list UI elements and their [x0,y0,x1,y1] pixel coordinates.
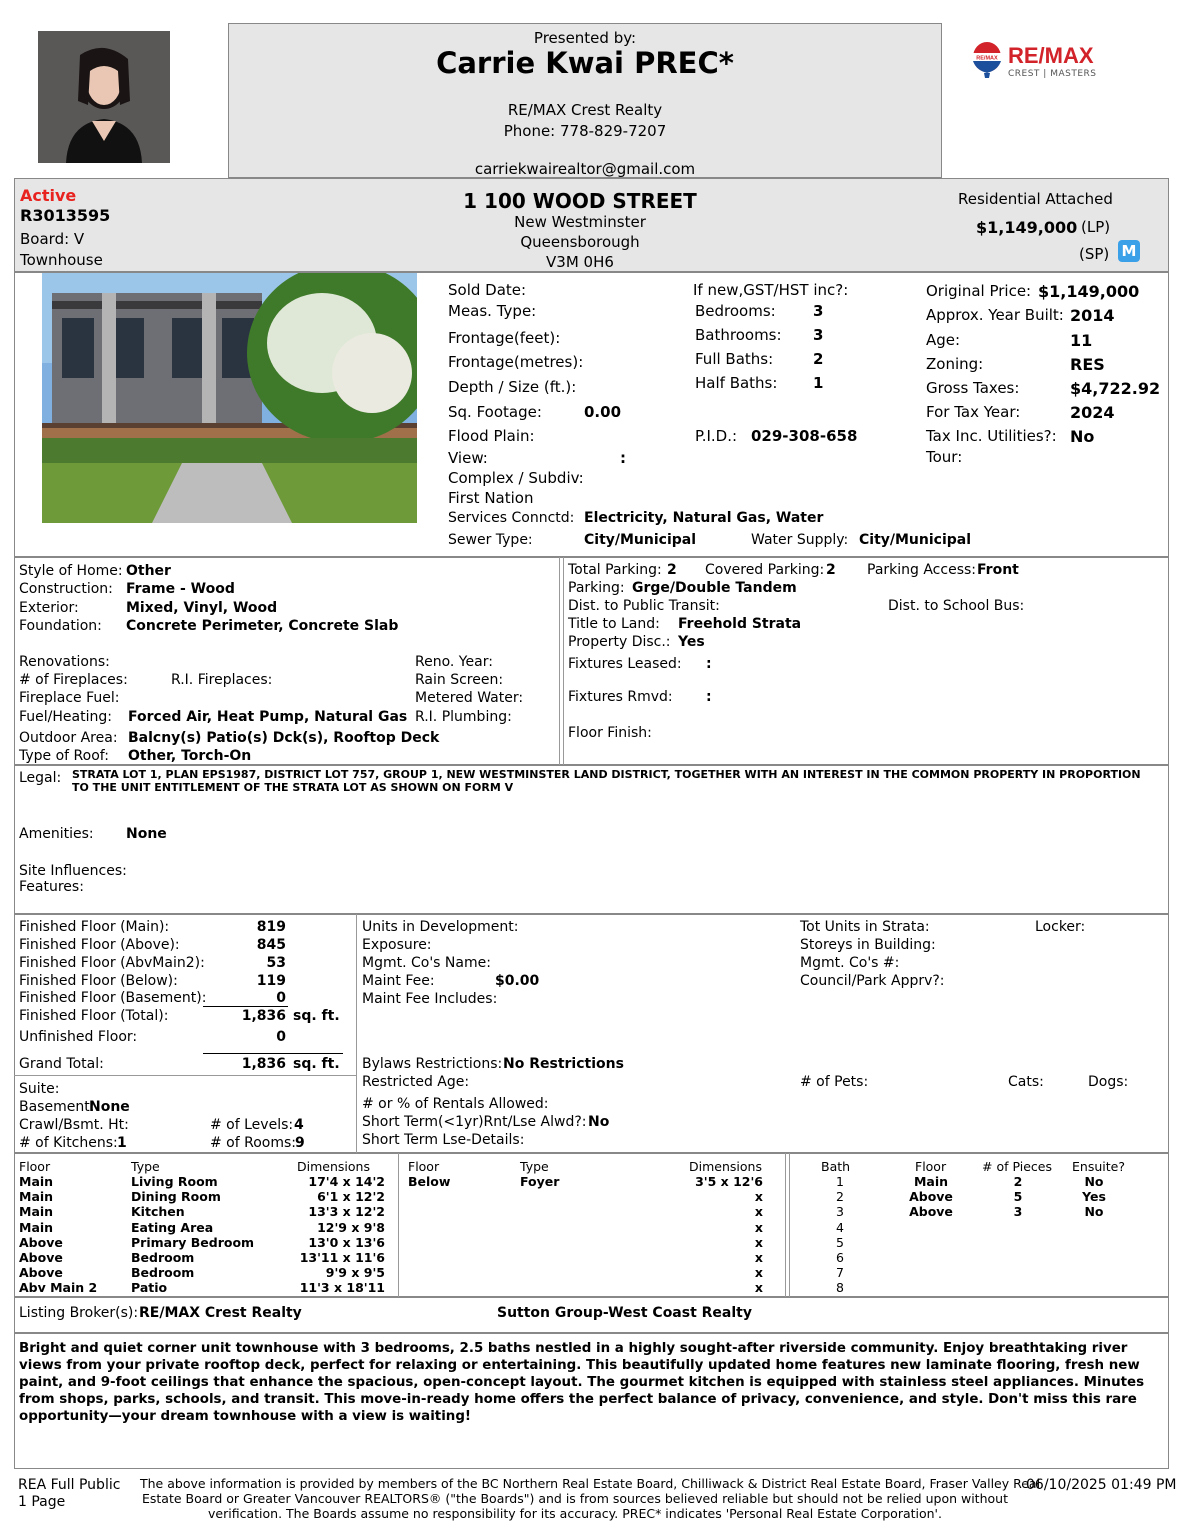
bedrooms: 3 [813,302,824,320]
disclaimer-line-3: verification. The Boards assume no responsibility for its accuracy. PREC* indicates 'Personal Real Estate Corporation'. [208,1506,942,1521]
sewer: City/Municipal [584,532,697,548]
room-floor: Main [19,1174,54,1189]
ri-plumbing: R.I. Plumbing: [415,709,512,725]
fixtures-rmvd-label: Fixtures Rmvd: [568,689,673,705]
services-label: Services Connctd: [448,510,575,526]
roof-label: Type of Roof: [19,748,109,764]
listing-broker-1: RE/MAX Crest Realty [139,1305,302,1321]
mls-number: R3013595 [20,206,111,225]
rooms-header-dimensions: Dimensions [297,1159,370,1174]
fuel: Forced Air, Heat Pump, Natural Gas [128,709,408,725]
listing-broker-2: Sutton Group-West Coast Realty [497,1305,752,1321]
legal-line-1: STRATA LOT 1, PLAN EPS1987, DISTRICT LOT 757, GROUP 1, NEW WESTMINSTER LAND DISTRICT, TOGETHER WITH AN INTEREST IN THE COMMON PROPERTY IN PROPORTION [72,768,1141,781]
remax-logo [972,42,1112,82]
sewer-label: Sewer Type: [448,532,533,548]
services: Electricity, Natural Gas, Water [584,510,824,526]
floor-total-unit: sq. ft. [293,1008,340,1024]
floor-below-label: Finished Floor (Below): [19,973,178,989]
age-label: Age: [926,331,961,349]
bath-pieces: 2 [1013,1174,1023,1189]
storeys: Storeys in Building: [800,937,936,953]
sp-label: (SP) [1079,245,1110,263]
room-floor: Main [19,1219,54,1235]
depth-size: Depth / Size (ft.): [448,378,577,396]
full-baths-label: Full Baths: [695,350,774,368]
room-floor: Above [19,1234,63,1250]
bath-number: 1 [836,1174,844,1189]
original-price: $1,149,000 [1038,282,1140,301]
gst-hst: If new,GST/HST inc?: [693,281,849,299]
locker: Locker: [1035,919,1086,935]
pid: 029-308-658 [751,427,858,445]
floor-basement-label: Finished Floor (Basement): [19,990,207,1006]
crawl-height: Crawl/Bsmt. Ht: [19,1117,129,1133]
listing-broker-label: Listing Broker(s): [19,1305,139,1321]
year-built-label: Approx. Year Built: [926,306,1064,324]
half-baths: 1 [813,374,824,392]
bathrooms: 3 [813,326,824,344]
tax-inc: No [1070,427,1095,446]
rooms-header-type: Type [131,1159,160,1174]
lp-label: (LP) [1081,218,1111,236]
tour: Tour: [926,448,963,466]
room-floor: Above [19,1265,63,1281]
rooms-header-type: Type [520,1159,549,1174]
ri-fireplaces: R.I. Fireplaces: [171,672,273,688]
room-dimensions: x [754,1219,763,1235]
parking-access-label: Parking Access: [867,562,976,578]
public-remarks [19,1340,1144,1425]
room-floor: Abv Main 2 [19,1280,98,1296]
room-floor: Below [408,1174,451,1189]
restricted-age: Restricted Age: [362,1074,470,1090]
view-label: View: [448,449,488,467]
title-to-land: Freehold Strata [678,616,802,632]
sold-date: Sold Date: [448,281,527,299]
view-value: : [620,449,626,467]
legal-label: Legal: [19,770,62,786]
site-influences: Site Influences: [19,863,127,879]
mgmt-co-name: Mgmt. Co's Name: [362,955,491,971]
units-in-development: Units in Development: [362,919,519,935]
disclaimer-line-2: Estate Board or Greater Vancouver REALTORS® ("the Boards") and is from sources believed reliable but should not be relied upon without [142,1491,1008,1506]
parking: Grge/Double Tandem [632,580,797,596]
construction-label: Construction: [19,581,113,597]
category: Residential Attached [958,190,1113,208]
style: Other [126,563,171,579]
legal-line-2: TO THE UNIT ENTITLEMENT OF THE STRATA LOT AS SHOWN ON FORM V [72,781,514,794]
room-dimensions: 9'9 x 9'5 [325,1265,385,1281]
bath-floor: Above [909,1204,953,1220]
city: New Westminster [514,213,646,231]
area: Queensborough [520,233,640,251]
maint-fee-includes: Maint Fee Includes: [362,991,498,1007]
floor-abvmain2: 53 [266,955,286,971]
list-price: $1,149,000 [976,218,1078,237]
room-dimensions: 12'9 x 9'8 [317,1219,385,1235]
room-type: Bedroom [131,1265,195,1281]
short-term-label: Short Term(<1yr)Rnt/Lse Alwd?: [362,1114,587,1130]
kitchens-label: # of Kitchens: [19,1135,118,1151]
page-count: 1 Page [18,1494,66,1510]
bath-number: 4 [836,1219,844,1235]
year-built: 2014 [1070,306,1115,325]
features: Features: [19,879,84,895]
room-dimensions: 13'0 x 13'6 [308,1234,385,1250]
maint-fee-label: Maint Fee: [362,973,435,989]
dist-school-bus: Dist. to School Bus: [888,598,1025,614]
remarks-line: opportunity—your dream townhouse with a view is waiting! [19,1409,472,1424]
board: Board: V [20,230,85,248]
room-dimensions: 11'3 x 18'11 [299,1280,385,1296]
postal-code: V3M 0H6 [546,253,614,271]
age: 11 [1070,331,1093,350]
room-dimensions: x [754,1280,763,1296]
bath-number: 3 [836,1204,844,1220]
bylaws: No Restrictions [503,1056,624,1072]
floor-abvmain2-label: Finished Floor (AbvMain2): [19,955,205,971]
exterior: Mixed, Vinyl, Wood [126,600,278,616]
fuel-label: Fuel/Heating: [19,709,112,725]
rentals-allowed: # or % of Rentals Allowed: [362,1096,549,1112]
fixtures-rmvd: : [706,689,712,705]
bath-floor: Main [913,1174,949,1189]
mgmt-co-number: Mgmt. Co's #: [800,955,900,971]
bath-number: 2 [836,1189,844,1205]
room-dimensions: x [754,1265,763,1281]
rain-screen: Rain Screen: [415,672,504,688]
bath-ensuite: Yes [1082,1189,1106,1205]
reno-year: Reno. Year: [415,654,493,670]
bath-number: 6 [836,1250,844,1265]
floor-total-label: Finished Floor (Total): [19,1008,169,1024]
brokerage-name: RE/MAX Crest Realty [507,101,663,119]
grand-total: 1,836 [241,1056,286,1072]
covered-parking-label: Covered Parking: [705,562,825,578]
gross-taxes-label: Gross Taxes: [926,379,1020,397]
dist-transit: Dist. to Public Transit: [568,598,720,614]
bylaws-label: Bylaws Restrictions: [362,1056,503,1072]
half-baths-label: Half Baths: [695,374,778,392]
outdoor-label: Outdoor Area: [19,730,118,746]
room-type: Dining Room [131,1189,221,1205]
unfinished-label: Unfinished Floor: [19,1029,138,1045]
renovations: Renovations: [19,654,110,670]
tot-units-strata: Tot Units in Strata: [800,919,930,935]
agent-name: Carrie Kwai PREC* [436,46,734,80]
floor-finish: Floor Finish: [568,725,652,741]
outdoor: Balcny(s) Patio(s) Dck(s), Rooftop Deck [128,730,440,746]
bath-number: 5 [836,1234,844,1250]
exposure: Exposure: [362,937,432,953]
tax-inc-label: Tax Inc. Utilities?: [926,427,1057,445]
rooms-label: # of Rooms: [210,1135,297,1151]
report-name: REA Full Public [18,1477,121,1493]
room-floor: Main [19,1204,54,1220]
style-label: Style of Home: [19,563,123,579]
maint-fee: $0.00 [495,973,540,989]
room-dimensions: x [754,1204,763,1220]
address: 1 100 WOOD STREET [463,189,697,213]
floor-main-label: Finished Floor (Main): [19,919,170,935]
agent-phone: Phone: 778-829-7207 [503,122,667,140]
bath-ensuite: No [1084,1204,1104,1220]
remax-wordmark: RE/MAX [1008,43,1094,68]
fixtures-leased-label: Fixtures Leased: [568,656,682,672]
remarks-line: from shops, parks, schools, and transit. This move-in-ready home offers the perfect balance of privacy, convenience, and style. Don't miss this rare [19,1392,1137,1407]
room-dimensions: 13'3 x 12'2 [308,1204,385,1220]
room-type: Living Room [131,1174,218,1189]
fireplace-fuel: Fireplace Fuel: [19,690,120,706]
grand-total-label: Grand Total: [19,1056,104,1072]
floor-above: 845 [256,937,286,953]
complex-subdiv: Complex / Subdiv: [448,469,584,487]
floor-total: 1,836 [241,1008,286,1024]
amenities-label: Amenities: [19,826,94,842]
agent-email[interactable]: carriekwairealtor@gmail.com [474,160,696,178]
unfinished: 0 [276,1029,286,1045]
amenities: None [126,826,167,842]
rooms-header-floor: Floor [408,1159,440,1174]
remax-office: CREST | MASTERS [1008,69,1097,79]
print-datetime: 06/10/2025 01:49 PM [1026,1477,1177,1493]
kitchens: 1 [117,1135,127,1151]
pets: # of Pets: [800,1074,869,1090]
fixtures-leased: : [706,656,712,672]
remarks-line: paint, and 9-foot ceilings that enhance the spacious, open-concept layout. The gourmet kitchen is equipped with stainless steel appliances. Minutes [19,1375,1145,1390]
room-dimensions: x [754,1189,763,1205]
bath-header-pieces: # of Pieces [982,1159,1052,1174]
tax-year-label: For Tax Year: [926,403,1021,421]
frontage-metres: Frontage(metres): [448,353,584,371]
basement: None [89,1099,130,1115]
total-parking: 2 [667,562,677,578]
disclaimer-line-1: The above information is provided by members of the BC Northern Real Estate Board, Chilliwack & District Real Estate Board, Fraser Valley Real [140,1476,1041,1491]
property-type: Townhouse [20,251,103,269]
room-floor: Above [19,1250,63,1265]
bath-pieces: 5 [1013,1189,1023,1205]
bath-ensuite: No [1084,1174,1104,1189]
presented-by: Presented by: [533,29,637,47]
sq-footage: 0.00 [584,403,622,421]
rooms-header-floor: Floor [19,1159,51,1174]
remarks-line: views from your private rooftop deck, perfect for relaxing or entertaining. This beautifully updated home features new laminate flooring, fresh new [19,1358,1140,1373]
floor-below: 119 [256,973,286,989]
property-disc: Yes [678,634,705,650]
pid-label: P.I.D.: [695,427,738,445]
remarks-line: Bright and quiet corner unit townhouse with 3 bedrooms, 2.5 baths nestled in a highly sought-after riverside community. Enjoy breathtaking river [19,1341,1128,1356]
room-dimensions: 3'5 x 12'6 [695,1174,763,1189]
bath-pieces: 3 [1013,1204,1023,1220]
sq-footage-label: Sq. Footage: [448,403,542,421]
first-nation: First Nation [448,489,534,507]
bath-header-number: Bath [821,1159,851,1174]
metered-water: Metered Water: [415,690,524,706]
foundation: Concrete Perimeter, Concrete Slab [126,618,399,634]
title-label: Title to Land: [568,616,660,632]
full-baths: 2 [813,350,824,368]
rooms-count: 9 [295,1135,305,1151]
water: City/Municipal [859,532,972,548]
balloon-icon [972,42,1002,80]
agent-photo [38,31,170,163]
exterior-label: Exterior: [19,600,79,616]
tax-year: 2024 [1070,403,1115,422]
levels: 4 [294,1117,304,1133]
bath-floor: Above [909,1189,953,1205]
frontage-feet: Frontage(feet): [448,329,561,347]
covered-parking: 2 [826,562,836,578]
room-dimensions: 6'1 x 12'2 [317,1189,385,1205]
meas-type: Meas. Type: [448,302,537,320]
bathrooms-label: Bathrooms: [695,326,782,344]
floor-main: 819 [256,919,286,935]
roof: Other, Torch-On [128,748,252,764]
basement-label: Basement: [19,1099,95,1115]
dogs: Dogs: [1088,1074,1129,1090]
cats: Cats: [1008,1074,1044,1090]
levels-label: # of Levels: [210,1117,294,1133]
bath-number: 8 [836,1280,844,1296]
parking-access: Front [977,562,1019,578]
room-type: Eating Area [131,1219,214,1235]
total-parking-label: Total Parking: [568,562,662,578]
room-type: Bedroom [131,1250,195,1265]
bath-header-ensuite: Ensuite? [1072,1159,1125,1174]
bath-header-floor: Floor [915,1159,947,1174]
foundation-label: Foundation: [19,618,102,634]
floor-basement: 0 [276,990,286,1006]
room-dimensions: 17'4 x 14'2 [308,1174,385,1189]
zoning-label: Zoning: [926,355,984,373]
property-disc-label: Property Disc.: [568,634,671,650]
parking-label: Parking: [568,580,625,596]
original-price-label: Original Price: [926,282,1032,300]
suite: Suite: [19,1081,60,1097]
room-dimensions: x [754,1250,763,1265]
room-floor: Main [19,1189,54,1205]
council-approval: Council/Park Apprv?: [800,973,945,989]
construction: Frame - Wood [126,581,235,597]
room-type: Kitchen [131,1204,185,1220]
status-badge: Active [20,186,77,205]
water-label: Water Supply: [751,532,849,548]
m-badge-icon[interactable]: M [1118,240,1140,262]
floor-above-label: Finished Floor (Above): [19,937,180,953]
zoning: RES [1070,355,1105,374]
flood-plain: Flood Plain: [448,427,535,445]
room-dimensions: 13'11 x 11'6 [299,1250,385,1265]
bedrooms-label: Bedrooms: [695,302,776,320]
gross-taxes: $4,722.92 [1070,379,1161,398]
property-photo [42,273,417,523]
bath-number: 7 [836,1265,844,1281]
room-dimensions: x [754,1234,763,1250]
room-type: Patio [131,1280,168,1296]
rooms-header-dimensions: Dimensions [689,1159,762,1174]
short-term-details: Short Term Lse-Details: [362,1132,525,1148]
fireplaces: # of Fireplaces: [19,672,128,688]
short-term: No [588,1114,610,1130]
room-type: Foyer [520,1174,560,1189]
room-type: Primary Bedroom [131,1234,255,1250]
svg-text:RE/MAX: RE/MAX [976,55,998,62]
grand-total-unit: sq. ft. [293,1056,340,1072]
